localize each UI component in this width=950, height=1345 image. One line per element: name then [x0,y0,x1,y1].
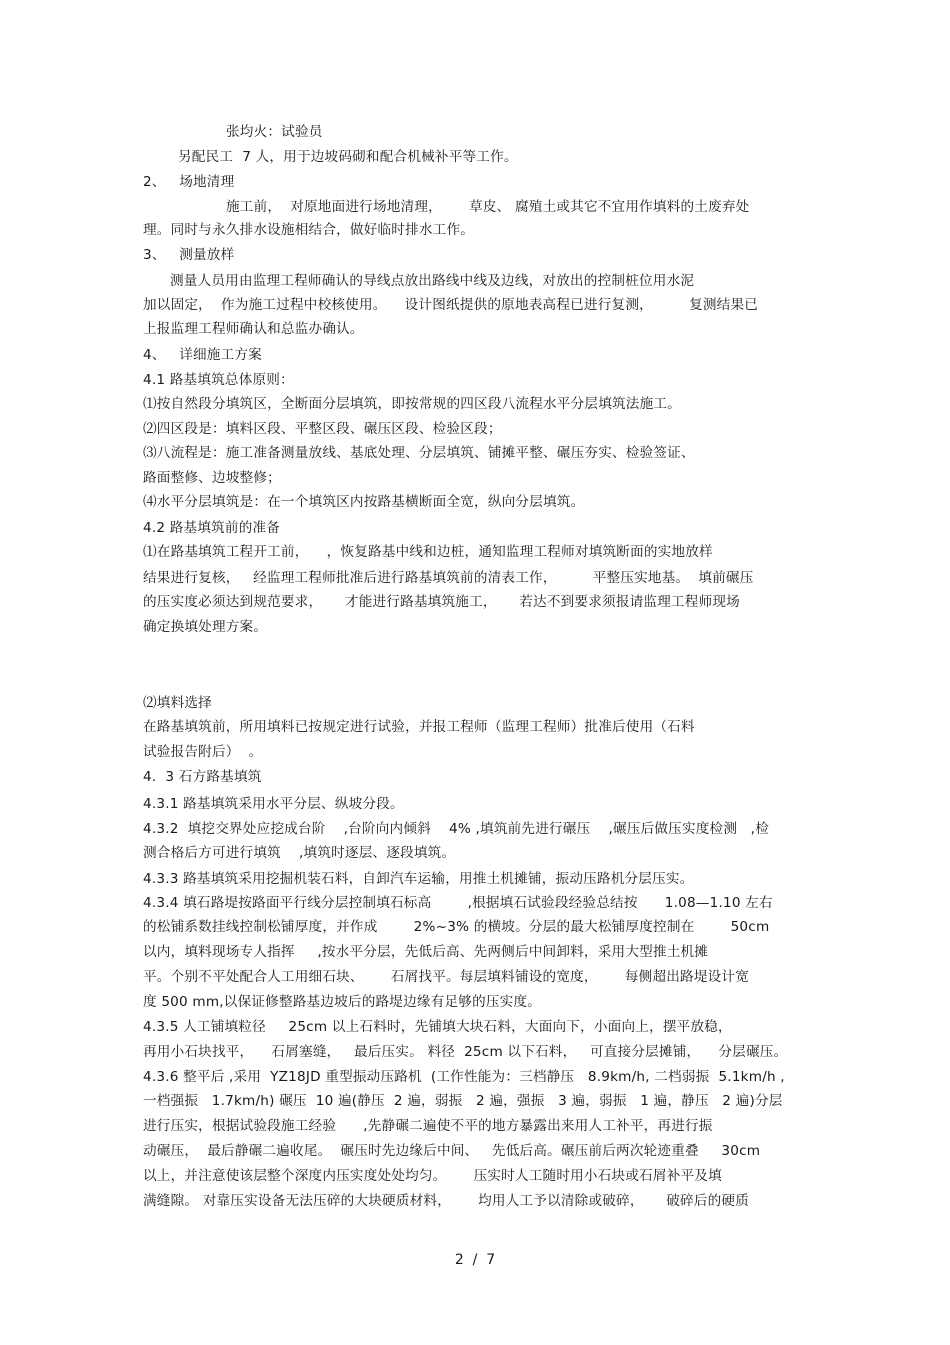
text-line: 测量人员用由监理工程师确认的导线点放出路线中线及边线，对放出的控制桩位用水泥 [170,273,695,289]
text-line: 上报监理工程师确认和总监办确认。 [143,321,364,337]
text-line: 的松铺系数挂线控制松铺厚度，并作成 2%~3% 的横坡。分层的最大松铺厚度控制在 50cm [143,919,770,935]
text-line: 以上，并注意使该层整个深度内压实度处处均匀。 压实时人工随时用小石块或石屑补平及填 [143,1168,722,1184]
text-line: 平。个别不平处配合人工用细石块、 石屑找平。每层填料铺设的宽度， 每侧超出路堤设计宽 [143,969,749,985]
text-line: 4.3.3 路基填筑采用挖掘机装石料，自卸汽车运输，用推土机摊铺，振动压路机分层压实。 [143,871,694,887]
section-heading: 4、 详细施工方案 [143,347,262,363]
text-line: 在路基填筑前，所用填料已按规定进行试验，并报工程师（监理工程师）批准后使用（石料 [143,719,695,735]
subsection-heading: 4. 3 石方路基填筑 [143,769,262,785]
text-line: 施工前， 对原地面进行场地清理， 草皮、 腐殖土或其它不宜用作填料的土废弃处 [226,199,750,215]
text-line: 再用小石块找平， 石屑塞缝， 最后压实。 料径 25cm 以下石料， 可直接分层摊铺， 分层碾压。 [143,1044,788,1060]
text-line: 理。同时与永久排水设施相结合，做好临时排水工作。 [143,222,475,238]
text-line: 4.3.2 填挖交界处应挖成台阶 ,台阶向内倾斜 4% ,填筑前先进行碾压 ,碾压后做压实度检测 ,检 [143,821,770,837]
text-line: 路面整修、边坡整修； [143,470,281,486]
text-line: 结果进行复核， 经监理工程师批准后进行路基填筑前的清表工作， 平整压实地基。 填前碾压 [143,570,754,586]
text-line: ⑵四区段是：填料区段、平整区段、碾压区段、检验区段； [143,421,502,437]
text-line: 4.3.6 整平后 ,采用 YZ18JD 重型振动压路机 (工作性能为：三档静压 8.9km/h, 二档弱振 5.1km/h , [143,1069,785,1085]
text-line: 确定换填处理方案。 [143,619,268,635]
text-line: 4.3.1 路基填筑采用水平分层、纵坡分段。 [143,796,404,812]
text-line: ⑶八流程是：施工准备测量放线、基底处理、分层填筑、铺摊平整、碾压夯实、检验签证、 [143,445,695,461]
section-heading: 3、 测量放样 [143,247,235,263]
text-line: 试验报告附后） 。 [143,744,263,760]
section-heading: 2、 场地清理 [143,174,235,190]
text-line: 另配民工 7 人，用于边坡码砌和配合机械补平等工作。 [178,149,518,165]
text-line: 进行压实，根据试验段施工经验 ,先静碾二遍使不平的地方暴露出来用人工补平，再进行振 [143,1118,713,1134]
subsection-heading: 4.1 路基填筑总体原则： [143,372,294,388]
text-line: 4.3.5 人工铺填粒径 25cm 以上石料时，先铺填大块石料，大面向下，小面向上，摆平放稳， [143,1019,732,1035]
text-line: ⑷水平分层填筑是：在一个填筑区内按路基横断面全宽，纵向分层填筑。 [143,494,585,510]
subsection-heading: 4.2 路基填筑前的准备 [143,520,281,536]
text-line: 测合格后方可进行填筑 ,填筑时逐层、逐段填筑。 [143,845,456,861]
text-line: ⑴按自然段分填筑区，全断面分层填筑，即按常规的四区段八流程水平分层填筑法施工。 [143,396,681,412]
text-line: ⑵填料选择 [143,695,212,711]
text-line: 以内，填料现场专人指挥 ,按水平分层，先低后高、先两侧后中间卸料，采用大型推土机摊 [143,944,709,960]
text-line: 动碾压， 最后静碾二遍收尾。 碾压时先边缘后中间、 先低后高。碾压前后两次轮迹重叠 30cm [143,1143,761,1159]
text-line: 度 500 mm,以保证修整路基边坡后的路堤边缘有足够的压实度。 [143,994,542,1010]
text-line: 加以固定， 作为施工过程中校核使用。 设计图纸提供的原地表高程已进行复测， 复测结果已 [143,297,759,313]
text-line: 4.3.4 填石路堤按路面平行线分层控制填石标高 ,根据填石试验段经验总结按 1.08—1.10 左右 [143,895,773,911]
text-line: ⑴在路基填筑工程开工前， ，恢复路基中线和边桩，通知监理工程师对填筑断面的实地放样 [143,544,713,560]
text-line: 满缝隙。 对靠压实设备无法压碎的大块硬质材料， 均用人工予以清除或破碎， 破碎后的硬质 [143,1193,749,1209]
text-line: 张均火：试验员 [226,124,323,140]
text-line: 一档强振 1.7km/h) 碾压 10 遍(静压 2 遍，弱振 2 遍，强振 3 遍，弱振 1 遍，静压 2 遍)分层 [143,1093,783,1109]
text-line: 的压实度必须达到规范要求， 才能进行路基填筑施工， 若达不到要求须报请监理工程师现场 [143,594,740,610]
page-number: 2 / 7 [454,1252,496,1268]
